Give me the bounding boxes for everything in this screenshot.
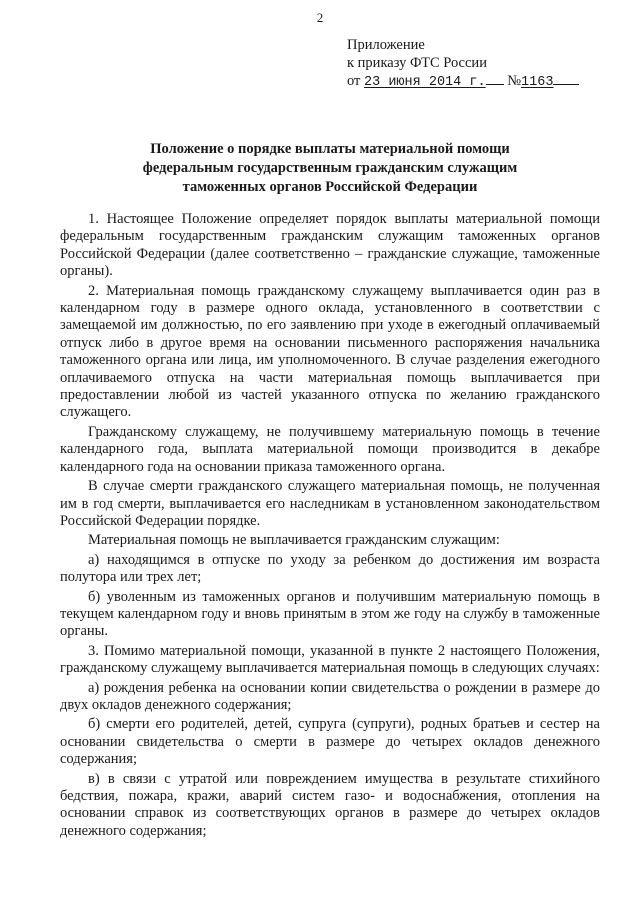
title-line-2: федеральным государственным гражданским служащим [142, 160, 518, 176]
appendix-order: к приказу ФТС России [347, 55, 487, 71]
page-number: 2 [316, 10, 324, 25]
paragraph-6: а) находящимся в отпуске по уходу за ребенком до достижения им возраста полутора или трех лет; [60, 551, 600, 586]
paragraph-3: Гражданскому служащему, не получившему материальную помощь в течение календарного года, выплата материальной помощи производится в декабре календарного года на основании приказа таможенного органа. [60, 423, 600, 475]
paragraph-10: б) смерти его родителей, детей, супруга (супруги), родных братьев и сестер на основании свидетельства о смерти в размере до четырех окладов денежного содержания; [60, 716, 600, 768]
paragraph-5: Материальная помощь не выплачивается гражданским служащим: [88, 532, 500, 549]
appendix-number-label: № [507, 73, 522, 89]
title-line-1: Положение о порядке выплаты материальной помощи [150, 141, 510, 157]
paragraph-2: 2. Материальная помощь гражданскому служащему выплачивается один раз в календарном году в размере одного оклада, установленного в соответствии с замещаемой им должностью, по его заявлению при уходе в ежегодный оплачиваемый отпуск либо в другое время на основании письменного распоряжения начальника таможенного органа или лица, им уполномоченного. В случае разделения ежегодного оплачиваемого отпуска на части материальная помощь выплачивается при предоставлении любой из частей указанного отпуска по желанию гражданского служащего. [60, 282, 600, 421]
appendix-number: 1163 [521, 75, 554, 90]
paragraph-11: в) в связи с утратой или повреждением имущества в результате стихийного бедствия, пожара, кражи, аварий систем газо- и водоснабжения, отопления на основании справок из соответствующих органов в размере до четырех окладов денежного содержания; [60, 770, 600, 839]
paragraph-1: 1. Настоящее Положение определяет порядок выплаты материальной помощи федеральным государственным гражданским служащим таможенных органов Российской Федерации (далее соответственно – гражданские служащие, таможенные органы). [60, 211, 600, 280]
paragraph-7: б) уволенным из таможенных органов и получившим материальную помощь в текущем календарном году и вновь принятым в этом же году на службу в таможенные органы. [60, 588, 600, 640]
document-body [60, 211, 600, 842]
appendix-date: 23 июня 2014 г. [364, 75, 486, 90]
appendix-block [347, 36, 579, 92]
appendix-from-label: от [347, 73, 361, 89]
paragraph-8: 3. Помимо материальной помощи, указанной в пункте 2 настоящего Положения, гражданскому служащему выплачивается материальная помощь в следующих случаях: [60, 642, 600, 677]
document-title [60, 140, 600, 197]
paragraph-4: В случае смерти гражданского служащего материальная помощь, не полученная им в год смерти, выплачивается его наследникам в установленном законодательством Российской Федерации порядке. [60, 478, 600, 529]
appendix-date-line [347, 72, 579, 92]
number-underline [553, 72, 579, 85]
date-underline [486, 72, 504, 85]
paragraph-9: а) рождения ребенка на основании копии свидетельства о рождении в размере до двух окладов денежного содержания; [60, 679, 600, 713]
appendix-title: Приложение [347, 37, 425, 53]
title-line-3: таможенных органов Российской Федерации [182, 179, 478, 195]
